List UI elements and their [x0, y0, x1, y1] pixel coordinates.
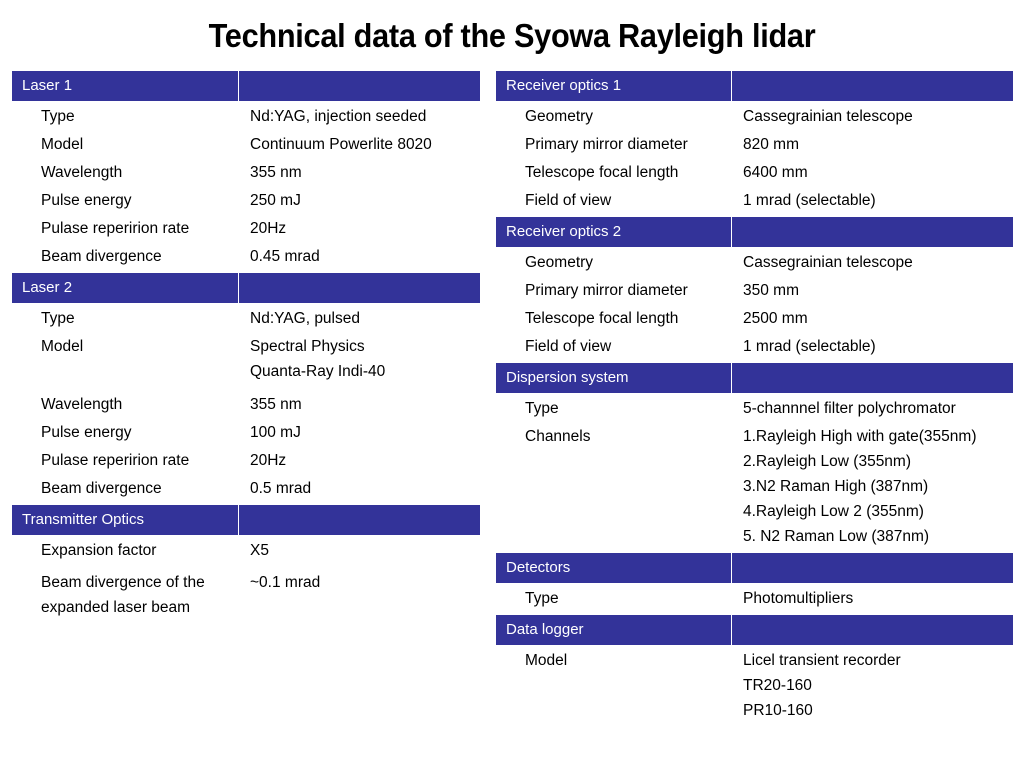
row-label: Channels [525, 428, 591, 445]
row-value: Continuum Powerlite 8020 [250, 136, 432, 153]
value-line: PR10-160 [743, 702, 813, 719]
table-row [12, 129, 480, 157]
row-value: Cassegrainian telescope [743, 254, 913, 271]
row-value: 0.5 mrad [250, 480, 312, 497]
row-value: 2500 mm [743, 310, 808, 327]
row-value: 6400 mm [743, 164, 808, 181]
row-label: Geometry [525, 254, 594, 271]
table-row [496, 583, 1013, 614]
row-label: Model [525, 652, 568, 669]
row-value [732, 424, 1013, 549]
table-row [12, 389, 480, 417]
section-header-label: Data logger [496, 615, 732, 645]
value-line: 2.Rayleigh Low (355nm) [743, 453, 912, 470]
table-row [12, 213, 480, 241]
row-label: Primary mirror diameter [525, 136, 688, 153]
row-label: Telescope focal length [525, 310, 679, 327]
row-label: Beam divergence [41, 248, 162, 265]
row-label: Type [525, 400, 559, 417]
table-row [496, 101, 1013, 129]
section-header-label: Laser 1 [12, 71, 239, 101]
table-row [496, 129, 1013, 157]
right-spec-table [496, 70, 1013, 723]
row-value: 0.45 mrad [250, 248, 320, 265]
section-header-label: Receiver optics 1 [496, 71, 732, 101]
table-row [12, 185, 480, 213]
section-header-receiver-optics-1 [496, 70, 1013, 101]
value-line: 5. N2 Raman Low (387nm) [743, 528, 930, 545]
table-row [12, 473, 480, 504]
section-header-label: Transmitter Optics [12, 505, 239, 535]
row-value: Cassegrainian telescope [743, 108, 913, 125]
value-line: Quanta-Ray Indi-40 [250, 363, 386, 380]
section-header-laser-1 [12, 70, 480, 101]
row-label: Type [41, 108, 75, 125]
row-label [12, 570, 239, 620]
table-row [12, 331, 480, 389]
label-line: Beam divergence of the [41, 574, 205, 591]
value-line: Spectral Physics [250, 338, 365, 355]
table-row [12, 241, 480, 272]
row-value: Nd:YAG, injection seeded [250, 108, 427, 125]
section-header-label: Laser 2 [12, 273, 239, 303]
row-label: Model [41, 136, 84, 153]
row-label: Geometry [525, 108, 594, 125]
page-title: Technical data of the Syowa Rayleigh lidar [208, 17, 816, 54]
row-value: ~0.1 mrad [250, 574, 321, 591]
row-label: Pulase reperirion rate [41, 220, 190, 237]
row-value [732, 648, 1013, 723]
row-label: Beam divergence [41, 480, 162, 497]
row-value: 350 mm [743, 282, 799, 299]
section-header-transmitter-optics [12, 504, 480, 535]
row-value: 250 mJ [250, 192, 301, 209]
table-row [496, 424, 1013, 552]
row-label: Primary mirror diameter [525, 282, 688, 299]
table-row [12, 101, 480, 129]
row-value [239, 334, 480, 384]
row-label: Pulse energy [41, 424, 132, 441]
row-label: Type [525, 590, 559, 607]
table-row [12, 417, 480, 445]
table-row [496, 185, 1013, 216]
row-label: Pulse energy [41, 192, 132, 209]
section-header-label: Dispersion system [496, 363, 732, 393]
section-header-receiver-optics-2 [496, 216, 1013, 247]
value-line: TR20-160 [743, 677, 812, 694]
row-label: Field of view [525, 338, 612, 355]
table-row [12, 570, 480, 620]
row-label: Pulase reperirion rate [41, 452, 190, 469]
table-row [496, 645, 1013, 723]
table-row [496, 303, 1013, 331]
row-value: Photomultipliers [743, 590, 854, 607]
row-value: 355 nm [250, 396, 302, 413]
row-value: X5 [250, 542, 269, 559]
section-header-dispersion-system [496, 362, 1013, 393]
value-line: Licel transient recorder [743, 652, 901, 669]
value-line: 1.Rayleigh High with gate(355nm) [743, 428, 977, 445]
row-value: 100 mJ [250, 424, 301, 441]
row-value: 20Hz [250, 220, 287, 237]
row-value: 355 nm [250, 164, 302, 181]
left-spec-table [12, 70, 480, 620]
row-label: Wavelength [41, 396, 123, 413]
row-value: Nd:YAG, pulsed [250, 310, 360, 327]
row-label: Wavelength [41, 164, 123, 181]
row-value: 1 mrad (selectable) [743, 192, 876, 209]
section-header-detectors [496, 552, 1013, 583]
section-header-label: Detectors [496, 553, 732, 583]
table-row [496, 275, 1013, 303]
label-line: expanded laser beam [41, 599, 191, 616]
row-label: Type [41, 310, 75, 327]
table-row [496, 247, 1013, 275]
table-row [496, 331, 1013, 362]
row-label: Model [41, 338, 84, 355]
row-value: 820 mm [743, 136, 799, 153]
row-label: Telescope focal length [525, 164, 679, 181]
value-line: 4.Rayleigh Low 2 (355nm) [743, 503, 924, 520]
row-label: Field of view [525, 192, 612, 209]
section-header-label: Receiver optics 2 [496, 217, 732, 247]
row-value: 5-channnel filter polychromator [743, 400, 956, 417]
table-row [496, 157, 1013, 185]
table-row [12, 535, 480, 570]
value-line: 3.N2 Raman High (387nm) [743, 478, 929, 495]
section-header-laser-2 [12, 272, 480, 303]
table-row [12, 157, 480, 185]
section-header-data-logger [496, 614, 1013, 645]
row-label: Expansion factor [41, 542, 157, 559]
row-value: 1 mrad (selectable) [743, 338, 876, 355]
table-row [496, 393, 1013, 424]
table-row [12, 445, 480, 473]
row-value: 20Hz [250, 452, 287, 469]
table-row [12, 303, 480, 331]
